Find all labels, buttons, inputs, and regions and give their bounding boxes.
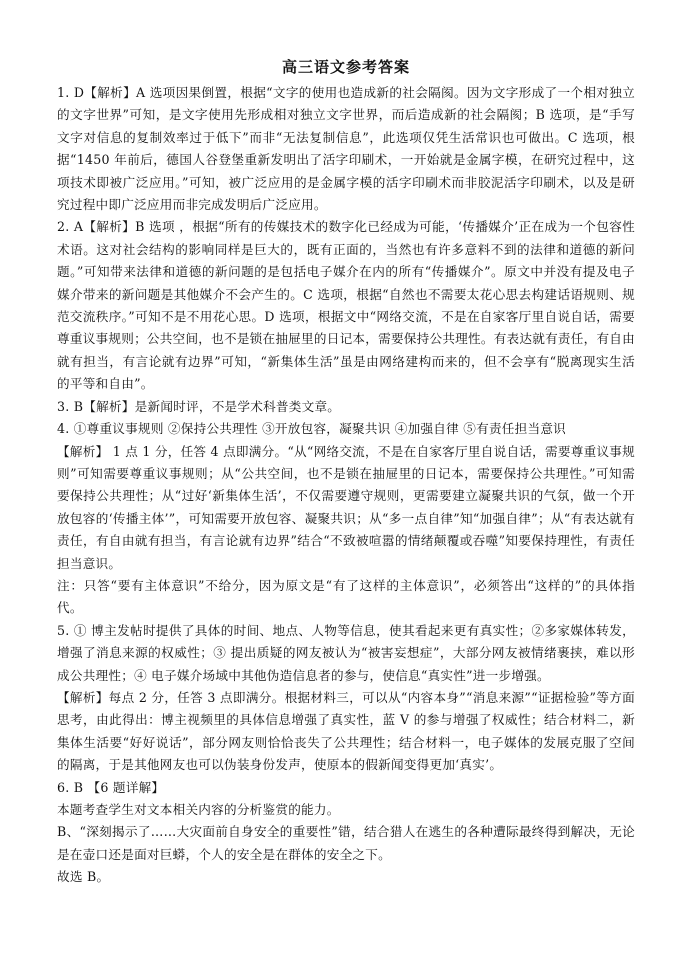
answer-2: 2. A【解析】B 选项 ，根据“所有的传媒技术的数字化已经成为可能，‘传播媒介’正在成为一个包容性术语。这对社会结构的影响同样是巨大的，既有正面的，当然也有许多意料不到的法律和道德的新问题。”可知带来法律和道德的新问题的是包括电子媒介在内的所有“传播媒介”。原文中并没有提及电子媒介带来的新问题是其他媒介不会产生的。C 选项，根据“自然也不需要太花心思去构建话语规则、规范交流秩序。”可知不是不用花心思。D 选项，根据文中“网络交流，不是在自家客厅里自说自话，需要尊重议事规则；公共空间，也不是锁在抽屉里的日记本，需要保持公共理性。有表达就有责任，有自由就有担当，有言论就有边界”可知，“新集体生活”虽是由网络建构而来的，但不会享有“脱离现实生活的平等和自由”。 — [57, 219, 635, 392]
document-page — [57, 56, 635, 889]
answer-5: 5. ① 博主发帖时提供了具体的时间、地点、人物等信息，使其看起来更有真实性；②多家媒体转发，增强了消息来源的权威性；③ 提出质疑的网友被认为“被害妄想症”，大部分网友被情绪裹挟，难以形成公共理性；④ 电子媒介场域中其他伪造信息者的参与，使信息“真实性”进一步增强。 — [57, 622, 635, 683]
document-title: 高三语文参考答案 — [281, 58, 410, 76]
answer-4-analysis: 【解析】 1 点 1 分，任答 4 点即满分。“从“网络交流，不是在自家客厅里自说自话，需要尊重议事规则”可知需要尊重议事规则；从“公共空间，也不是锁在抽屉里的日记本，需要保持公共理性。”可知需要保持公共理性；从“过好‘新集体生活’，不仅需要遵守规则，更需要建立凝聚共识的气氛，做一个开放包容的‘传播主体’”，可知需要开放包容、凝聚共识；从“多一点自律”知“加强自律”；从“有表达就有责任，有自由就有担当，有言论就有边界”结合“不致被喧嚣的情绪颠覆或吞噬”知要保持理性，有责任担当意识。 — [57, 443, 635, 571]
answer-4: 4. ①尊重议事规则 ②保持公共理性 ③开放包容，凝聚共识 ④加强自律 ⑤有责任担当意识 — [57, 421, 567, 437]
answer-6-intro: 本题考查学生对文本相关内容的分析鉴赏的能力。 — [57, 802, 340, 817]
answer-4-note: 注：只答“要有主体意识”不给分，因为原文是“有了这样的主体意识”，必须答出“这样的”的具体指代。 — [57, 577, 635, 616]
answer-3: 3. B【解析】是新闻时评，不是学术科普类文章。 — [57, 398, 341, 414]
answer-1: 1. D【解析】A 选项因果倒置，根据“文字的使用也造成新的社会隔阂。因为文字形成了一个相对独立的文字世界”可知，是文字使用先形成相对独立文字世界，而后造成新的社会隔阂；B 选项，是“手写文字对信息的复制效率过于低下”而非“无法复制信息”，此选项仅凭生活常识也可做出。C 选项，根据“1450 年前后，德国人谷登堡重新发明出了活字印刷术，一开始就是金属字模，在研究过程中，这项技术即被广泛应用。”可知，被广泛应用的是金属字模的活字印刷术而非胶泥活字印刷术，以及是研究过程中即广泛应用而非完成发明后广泛应用。 — [57, 85, 635, 213]
answer-6-analysis: B、“深刻揭示了……大灾面前自身安全的重要性”错，结合猎人在逃生的各种遭际最终得到解决，无论是在壶口还是面对巨蟒，个人的安全是在群体的安全之下。 — [57, 824, 635, 862]
answer-6: 6. B 【6 题详解】 — [57, 779, 165, 795]
answer-5-analysis: 【解析】每点 2 分，任答 3 点即满分。根据材料三，可以从“内容本身”“消息来源”“证据检验”等方面思考，由此得出：博主视频里的具体信息增强了真实性，蓝 V 的参与增强了权威性；结合材料二，新集体生活要“好好说话”，部分网友则恰恰丧失了公共理性；结合材料一，电子媒体的发展克服了空间的隔离，于是其他网友也可以伪装身份发声，使原本的假新闻变得更加‘真实’。 — [57, 689, 635, 773]
answer-6-conclusion: 故选 B。 — [57, 869, 110, 885]
